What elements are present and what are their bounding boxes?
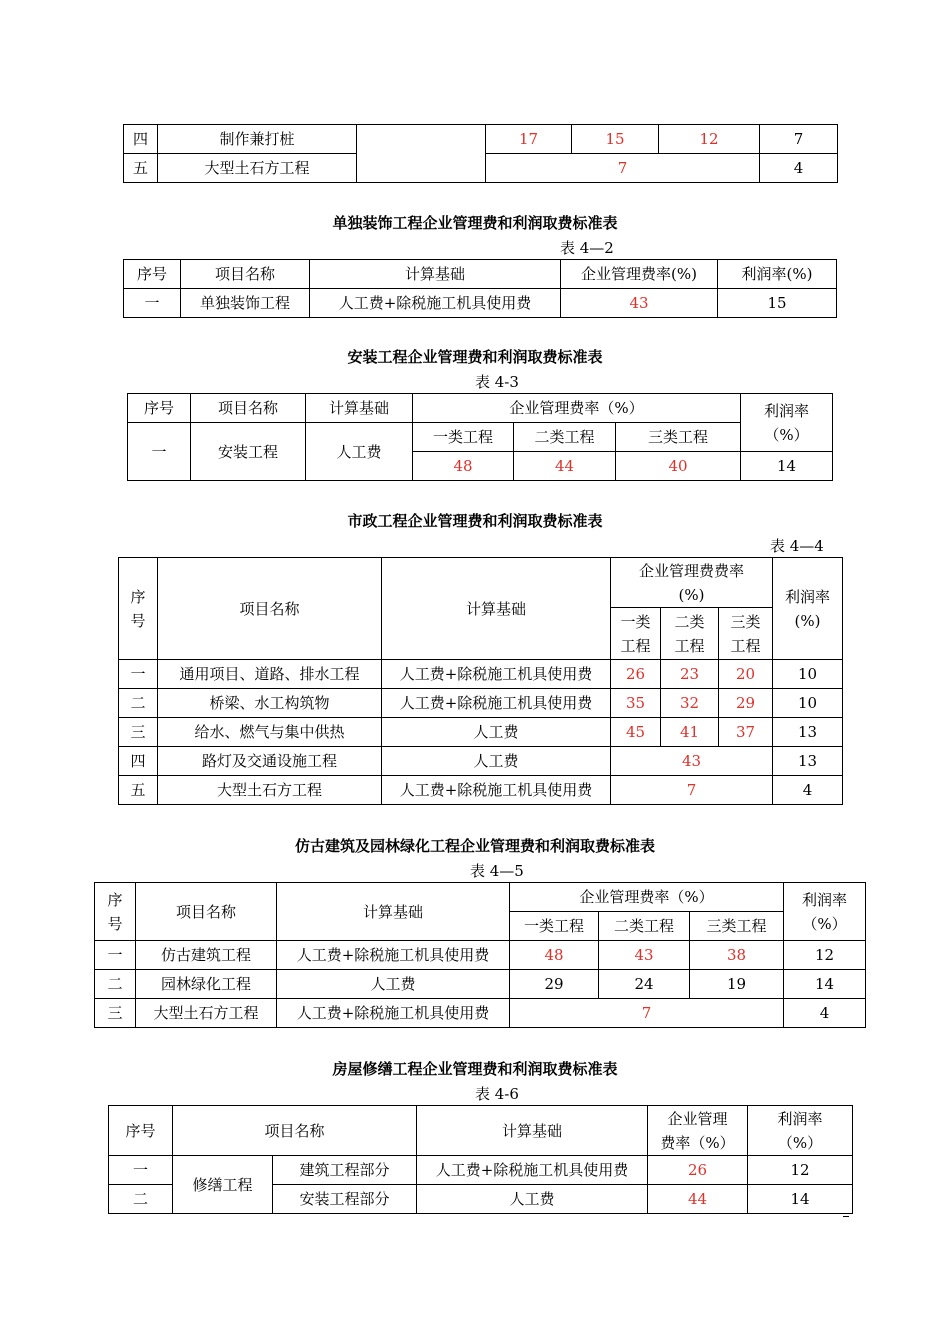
rate-class1: 17 — [486, 125, 572, 154]
row-name: 安装工程 — [191, 423, 306, 481]
page-mark — [843, 1216, 849, 1217]
rate-class1: 45 — [611, 718, 661, 747]
row-no: 五 — [119, 776, 158, 805]
row-basis: 人工费+除税施工机具使用费 — [382, 660, 611, 689]
row-basis: 人工费+除税施工机具使用费 — [277, 941, 510, 970]
row-profit: 14 — [784, 970, 866, 999]
table-4-4 — [118, 557, 843, 805]
header-class3: 三类 工程 — [719, 608, 773, 660]
header-class1: 一类 工程 — [611, 608, 661, 660]
basis-cell — [357, 125, 486, 183]
row-profit: 10 — [773, 689, 843, 718]
header-no: 序 号 — [95, 883, 136, 941]
row-name: 大型土石方工程 — [158, 154, 357, 183]
row-name: 大型土石方工程 — [158, 776, 382, 805]
rate-class2: 44 — [514, 452, 616, 481]
header-basis: 计算基础 — [277, 883, 510, 941]
row-no: 三 — [95, 999, 136, 1028]
row-no: 四 — [119, 747, 158, 776]
row-name: 仿古建筑工程 — [136, 941, 277, 970]
rate-class3: 38 — [690, 941, 784, 970]
rate-class1: 35 — [611, 689, 661, 718]
rate-merged: 7 — [486, 154, 760, 183]
row-no: 三 — [119, 718, 158, 747]
rate-class3: 20 — [719, 660, 773, 689]
row-no: 一 — [128, 423, 191, 481]
row-profit: 15 — [718, 289, 837, 318]
header-basis: 计算基础 — [382, 558, 611, 660]
row-name: 通用项目、道路、排水工程 — [158, 660, 382, 689]
table-title: 仿古建筑及园林绿化工程企业管理费和利润取费标准表 — [294, 837, 655, 855]
rate-class3: 37 — [719, 718, 773, 747]
row-profit: 4 — [773, 776, 843, 805]
rate-class1: 26 — [611, 660, 661, 689]
row-rate: 44 — [648, 1185, 748, 1214]
row-part: 建筑工程部分 — [273, 1156, 417, 1185]
rate-class2: 24 — [599, 970, 690, 999]
table-4-3 — [127, 393, 833, 481]
row-profit: 12 — [748, 1156, 853, 1185]
rate-merged: 7 — [510, 999, 784, 1028]
row-no: 二 — [119, 689, 158, 718]
header-basis: 计算基础 — [306, 394, 413, 423]
header-rate: 企业管理费费率 (%) — [611, 558, 773, 608]
rate-class2: 41 — [661, 718, 719, 747]
header-name: 项目名称 — [181, 260, 310, 289]
row-basis: 人工费 — [382, 718, 611, 747]
header-no: 序 号 — [119, 558, 158, 660]
table-4-1-tail — [123, 124, 838, 183]
header-class3: 三类工程 — [690, 912, 784, 941]
row-profit: 14 — [748, 1185, 853, 1214]
table-number: 表 4-6 — [475, 1085, 519, 1103]
table-title: 房屋修缮工程企业管理费和利润取费标准表 — [332, 1060, 618, 1078]
table-4-2 — [123, 259, 837, 318]
header-name: 项目名称 — [173, 1106, 417, 1156]
rate-class3: 29 — [719, 689, 773, 718]
header-profit: 利润率 （%） — [748, 1106, 853, 1156]
row-basis: 人工费+除税施工机具使用费 — [277, 999, 510, 1028]
header-name: 项目名称 — [191, 394, 306, 423]
row-rate: 26 — [648, 1156, 748, 1185]
header-rate: 企业管理 费率（%） — [648, 1106, 748, 1156]
header-basis: 计算基础 — [417, 1106, 648, 1156]
row-no: 一 — [119, 660, 158, 689]
group-name: 修缮工程 — [173, 1156, 273, 1214]
row-name: 桥梁、水工构筑物 — [158, 689, 382, 718]
rate-class3: 19 — [690, 970, 784, 999]
table-number: 表 4—5 — [470, 862, 524, 880]
header-profit: 利润率 （%） — [741, 394, 833, 452]
header-no: 序号 — [128, 394, 191, 423]
row-no: 四 — [124, 125, 158, 154]
header-no: 序号 — [124, 260, 181, 289]
header-name: 项目名称 — [136, 883, 277, 941]
profit-rate: 7 — [760, 125, 838, 154]
row-no: 一 — [109, 1156, 173, 1185]
rate-class2: 43 — [599, 941, 690, 970]
row-no: 五 — [124, 154, 158, 183]
header-profit: 利润率 (%) — [773, 558, 843, 660]
row-no: 一 — [95, 941, 136, 970]
header-class2: 二类工程 — [599, 912, 690, 941]
header-name: 项目名称 — [158, 558, 382, 660]
rate-class2: 15 — [572, 125, 659, 154]
row-profit: 14 — [741, 452, 833, 481]
row-no: 一 — [124, 289, 181, 318]
table-title: 市政工程企业管理费和利润取费标准表 — [347, 512, 603, 530]
row-profit: 4 — [784, 999, 866, 1028]
profit-rate: 4 — [760, 154, 838, 183]
header-class1: 一类工程 — [510, 912, 599, 941]
header-class2: 二类 工程 — [661, 608, 719, 660]
table-number: 表 4-3 — [475, 373, 519, 391]
row-profit: 10 — [773, 660, 843, 689]
row-name: 制作兼打桩 — [158, 125, 357, 154]
row-basis: 人工费+除税施工机具使用费 — [382, 689, 611, 718]
row-part: 安装工程部分 — [273, 1185, 417, 1214]
header-basis: 计算基础 — [310, 260, 561, 289]
rate-class1: 29 — [510, 970, 599, 999]
row-profit: 13 — [773, 747, 843, 776]
header-profit: 利润率 （%） — [784, 883, 866, 941]
row-profit: 13 — [773, 718, 843, 747]
header-class2: 二类工程 — [514, 423, 616, 452]
header-class3: 三类工程 — [616, 423, 741, 452]
row-basis: 人工费 — [277, 970, 510, 999]
rate-class1: 48 — [510, 941, 599, 970]
row-basis: 人工费 — [382, 747, 611, 776]
header-profit: 利润率(%) — [718, 260, 837, 289]
row-basis: 人工费+除税施工机具使用费 — [382, 776, 611, 805]
row-name: 大型土石方工程 — [136, 999, 277, 1028]
table-number: 表 4—2 — [560, 239, 614, 257]
rate-merged: 43 — [611, 747, 773, 776]
rate-class3: 40 — [616, 452, 741, 481]
row-basis: 人工费 — [417, 1185, 648, 1214]
row-name: 给水、燃气与集中供热 — [158, 718, 382, 747]
row-name: 单独装饰工程 — [181, 289, 310, 318]
row-basis: 人工费 — [306, 423, 413, 481]
header-rate: 企业管理费率（%） — [413, 394, 741, 423]
header-rate: 企业管理费率（%） — [510, 883, 784, 912]
table-number: 表 4—4 — [770, 537, 824, 555]
row-basis: 人工费+除税施工机具使用费 — [310, 289, 561, 318]
rate-class1: 48 — [413, 452, 514, 481]
table-4-6 — [108, 1105, 853, 1214]
header-no: 序号 — [109, 1106, 173, 1156]
rate-class2: 32 — [661, 689, 719, 718]
rate-merged: 7 — [611, 776, 773, 805]
table-4-5 — [94, 882, 866, 1028]
row-basis: 人工费+除税施工机具使用费 — [417, 1156, 648, 1185]
row-no: 二 — [95, 970, 136, 999]
row-profit: 12 — [784, 941, 866, 970]
rate-class3: 12 — [659, 125, 760, 154]
row-name: 路灯及交通设施工程 — [158, 747, 382, 776]
table-title: 安装工程企业管理费和利润取费标准表 — [347, 348, 603, 366]
rate-class2: 23 — [661, 660, 719, 689]
header-class1: 一类工程 — [413, 423, 514, 452]
row-rate: 43 — [561, 289, 718, 318]
header-rate: 企业管理费率(%) — [561, 260, 718, 289]
row-name: 园林绿化工程 — [136, 970, 277, 999]
row-no: 二 — [109, 1185, 173, 1214]
table-title: 单独装饰工程企业管理费和利润取费标准表 — [332, 214, 618, 232]
